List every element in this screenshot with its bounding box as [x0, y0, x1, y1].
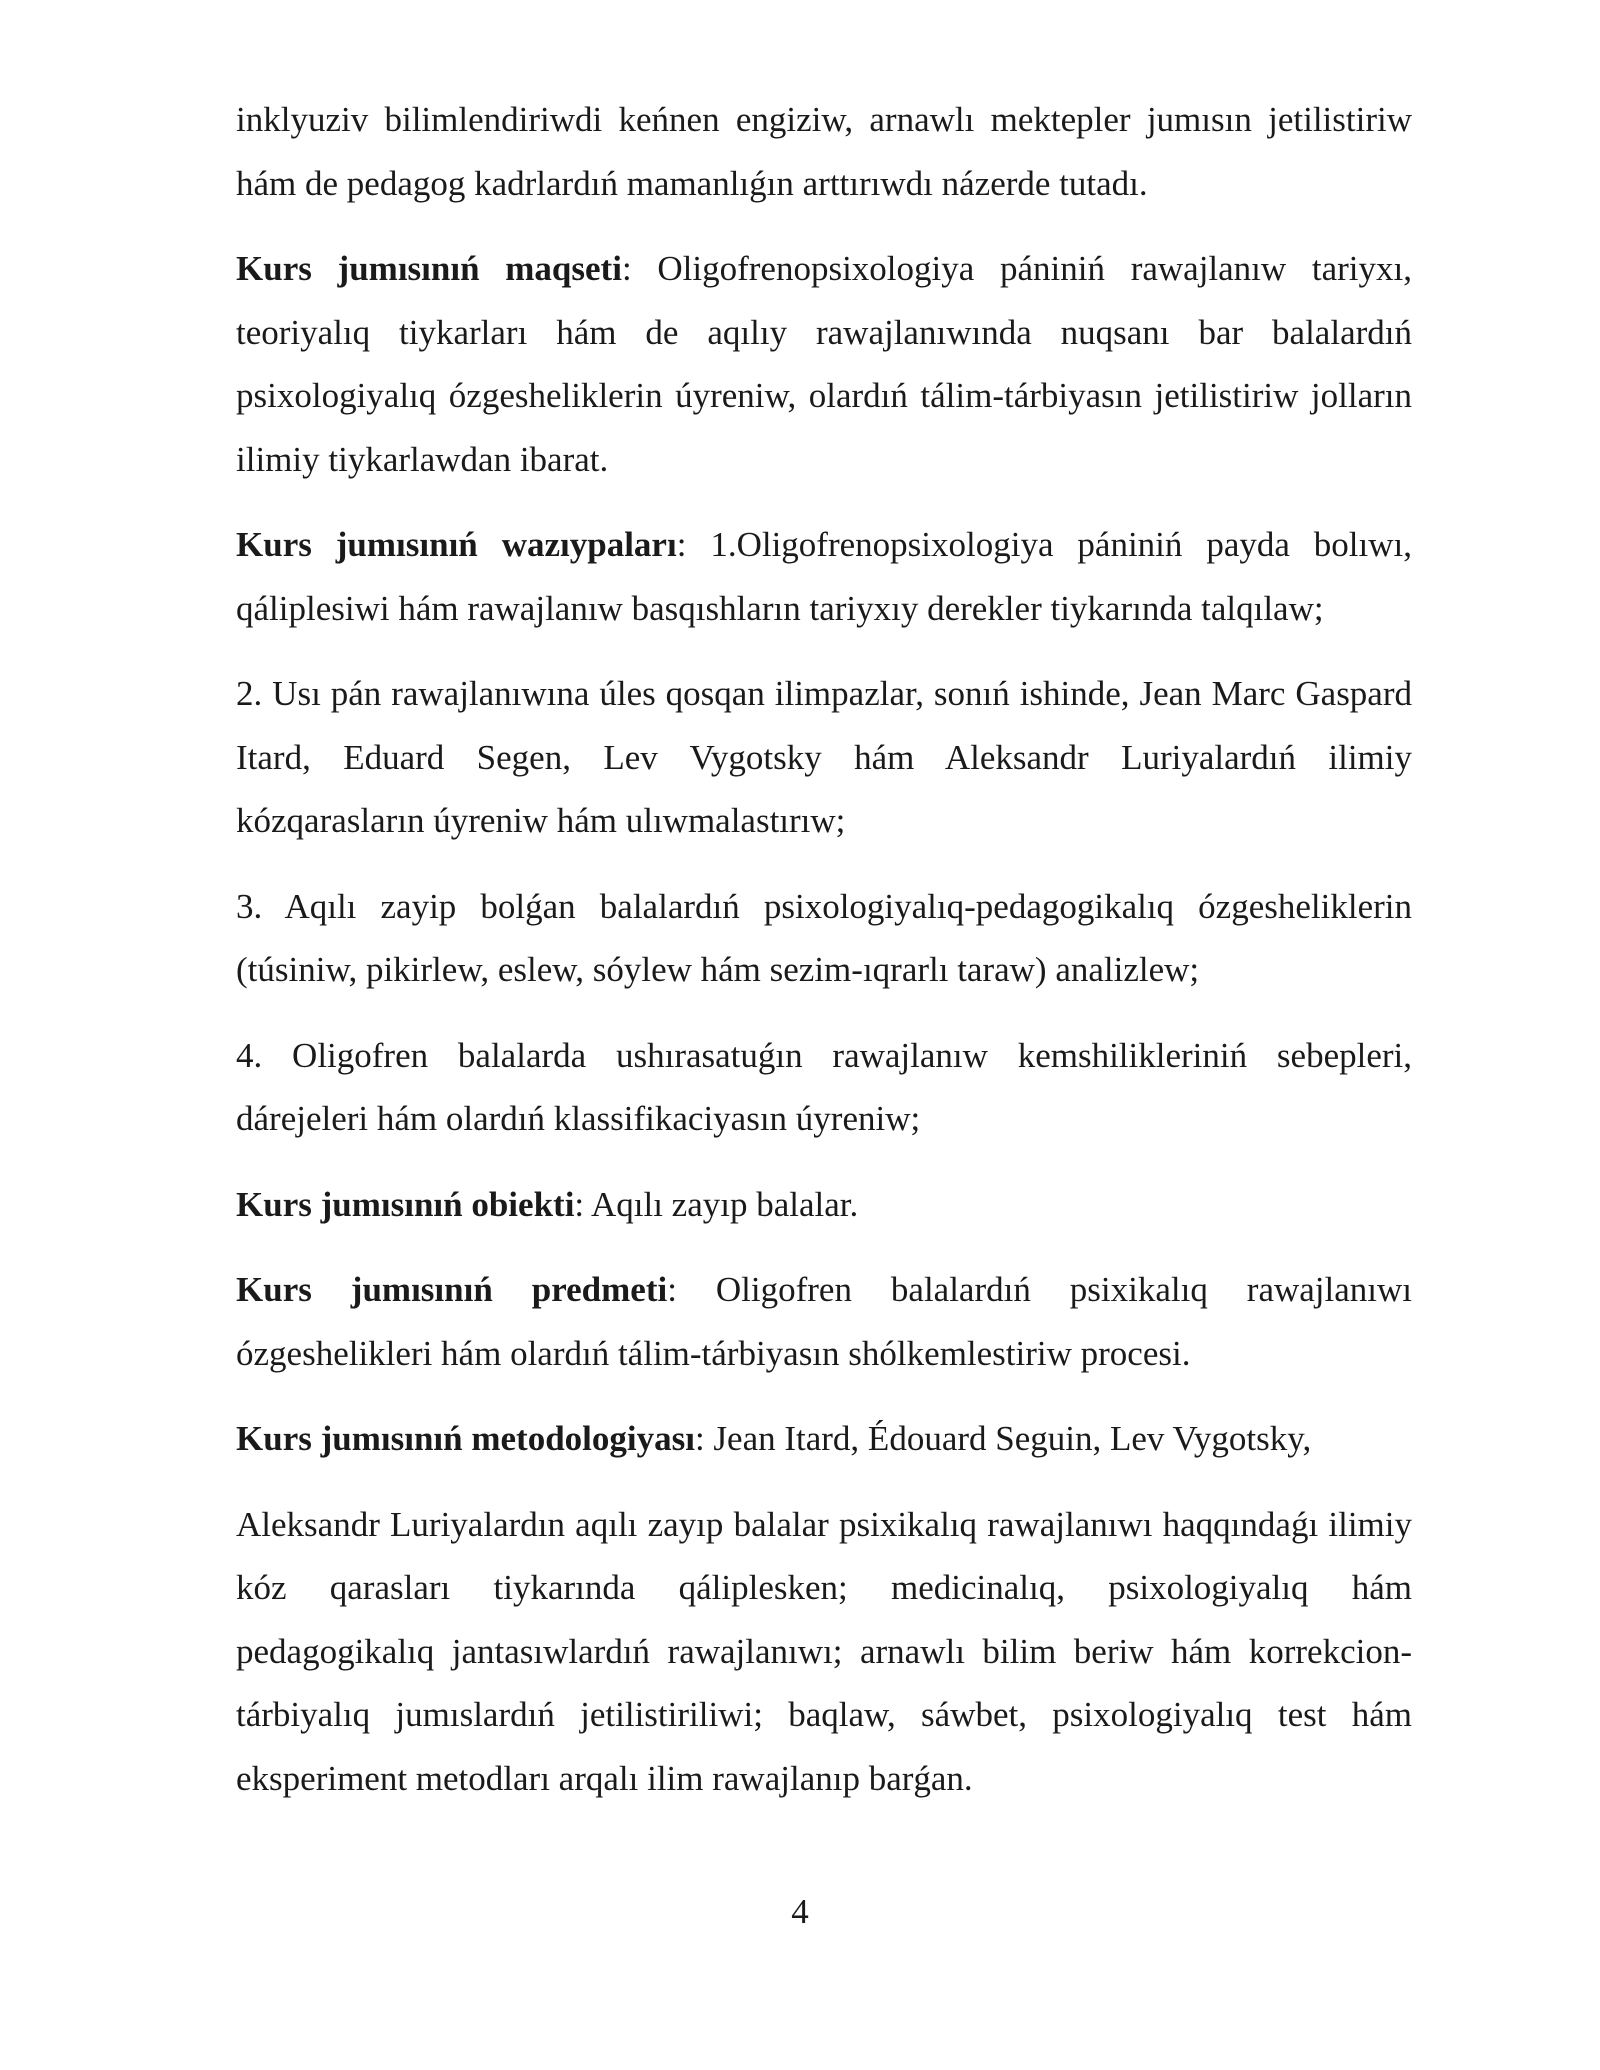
paragraph-task-2	[236, 662, 1412, 853]
paragraph-text: inklyuziv bilimlendiriwdi keńnen engiziw, arnawlı mektepler jumısın jetilistiriw hám de pedagog kadrlardıń mamanlıǵın arttırıwdı názerde tutadı.	[236, 100, 1412, 203]
paragraph-label: Kurs jumısınıń obiekti	[236, 1184, 575, 1224]
paragraph-text: 3. Aqılı zayip bolǵan balalardıń psixologiyalıq-pedagogikalıq ózgesheliklerin (túsiniw, pikirlew, eslew, sóylew hám sezim-ıqrarlı taraw) analizlew;	[236, 886, 1412, 989]
paragraph-task-4	[236, 1024, 1412, 1151]
paragraph-text: Aleksandr Luriyalardın aqılı zayıp balalar psixikalıq rawajlanıwı haqqındaǵı ilimiy kóz qarasları tiykarında qáliplesken; medicinalıq, psixologiyalıq hám pedagogikalıq jantasıwlardıń rawajlanıwı; arnawlı bilim beriw hám korrekcion-tárbiyalıq jumıslardıń jetilistiriliwi; baqlaw, sáwbet, psixologiyalıq test hám eksperiment metodları arqalı ilim rawajlanıp barǵan.	[236, 1504, 1412, 1798]
paragraph-text: 2. Usı pán rawajlanıwına úles qosqan ilimpazlar, sonıń ishinde, Jean Marc Gaspard Itard, Eduard Segen, Lev Vygotsky hám Aleksandr Luriyalardıń ilimiy kózqarasların úyreniw hám ulıwmalastırıw;	[236, 674, 1412, 840]
paragraph-text: : Jean Itard, Édouard Seguin, Lev Vygotsky,	[694, 1419, 1312, 1458]
paragraph-subject	[236, 1258, 1412, 1385]
paragraph-text: : Aqılı zayıp balalar.	[574, 1184, 859, 1224]
paragraph-text: : Oligofrenopsixologiya pániniń rawajlanıw tariyxı, teoriyalıq tiykarları hám de aqılıy rawajlanıwında nuqsanı bar balalardıń psixologiyalıq ózgesheliklerin úyreniw, olardıń tálim-tárbiyasın jetilistiriw jolların ilimiy tiykarlawdan ibarat.	[236, 249, 1413, 479]
paragraph-tasks	[236, 513, 1412, 640]
paragraph-text: : Oligofren balalardıń psixikalıq rawajlanıwı ózgeshelikleri hám olardıń tálim-tárbiyasın shólkemlestiriw procesi.	[236, 1270, 1413, 1373]
paragraph-object	[236, 1173, 1412, 1237]
paragraph-label: Kurs jumısınıń predmeti	[236, 1270, 668, 1309]
document-body	[236, 88, 1412, 1832]
paragraph-text: : 1.Oligofrenopsixologiya pániniń payda bolıwı, qáliplesiwi hám rawajlanıw basqıshların tariyxıy derekler tiykarında talqılaw;	[236, 525, 1413, 628]
paragraph-goal	[236, 237, 1412, 491]
paragraph-intro	[236, 88, 1412, 215]
paragraph-text: 4. Oligofren balalarda ushırasatuǵın rawajlanıw kemshilikleriniń sebepleri, dárejeleri hám olardıń klassifikaciyasın úyreniw;	[236, 1035, 1412, 1138]
paragraph-task-3	[236, 875, 1412, 1002]
page-number: 4	[791, 1892, 809, 1931]
paragraph-label: Kurs jumısınıń wazıypaları	[236, 525, 677, 564]
paragraph-label: Kurs jumısınıń maqseti	[236, 249, 622, 288]
paragraph-methodology-cont	[236, 1493, 1412, 1811]
paragraph-label: Kurs jumısınıń metodologiyası	[236, 1419, 695, 1458]
paragraph-methodology	[236, 1407, 1412, 1471]
